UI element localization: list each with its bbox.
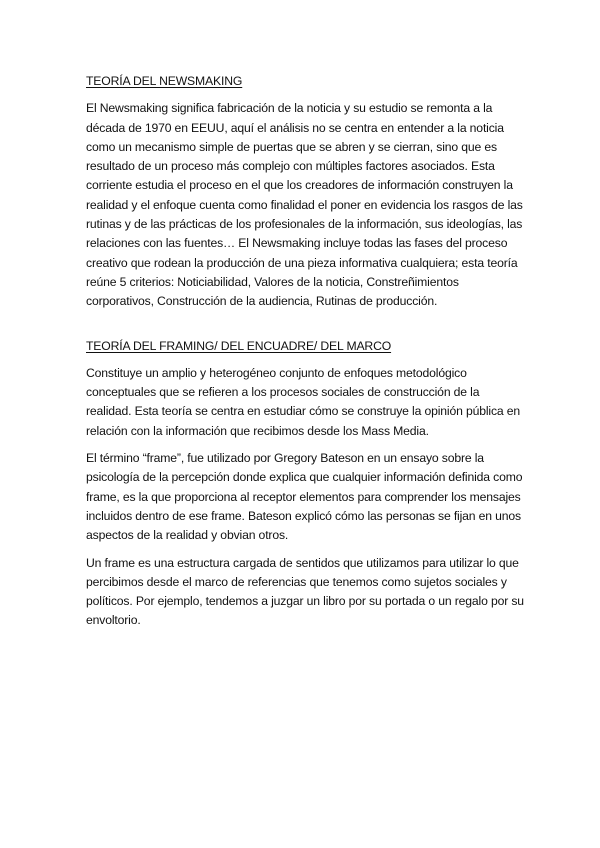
framing-paragraph-2: El término “frame”, fue utilizado por Gregory Bateson en un ensayo sobre la psicología de la percepción donde explica que cualquier información definida como frame, es la que proporciona al receptor elementos para comprender los mensajes incluidos dentro de ese frame. Bateson explicó cómo las personas se fijan en unos aspectos de la realidad y obvian otros. [86,451,523,543]
section-heading-framing: TEORÍA DEL FRAMING/ DEL ENCUADRE/ DEL MARCO [86,338,392,353]
newsmaking-paragraph: El Newsmaking significa fabricación de la noticia y su estudio se remonta a la década de 1970 en EEUU, aquí el análisis no se centra en entender a la noticia como un mecanismo simple de puertas que se abren y se cierran, sino que es resultado de un proceso más complejo con múltiples factores asociados. Esta corriente estudia el proceso en el que los creadores de información construyen la realidad y el enfoque cuenta como finalidad el poner en evidencia los rasgos de las rutinas y de las prácticas de los profesionales de la información, sus ideologías, las relaciones con las fuentes… El Newsmaking incluye todas las fases del proceso creativo que rodean la producción de una pieza informativa cualquiera; esta teoría reúne 5 criterios: Noticiabilidad, Valores de la noticia, Constreñimientos corporativos, Construcción de la audiencia, Rutinas de producción. [86,101,523,309]
section-heading-newsmaking: TEORÍA DEL NEWSMAKING [86,74,243,88]
framing-paragraph-3: Un frame es una estructura cargada de sentidos que utilizamos para utilizar lo que percibimos desde el marco de referencias que tenemos como sujetos sociales y políticos. Por ejemplo, tendemos a juzgar un libro por su portada o un regalo por su envoltorio. [86,555,524,628]
section-spacer [86,320,526,337]
framing-paragraph-1: Constituye un amplio y heterogéneo conjunto de enfoques metodológico conceptuales que se refieren a los procesos sociales de construcción de la realidad. Esta teoría se centra en estudiar cómo se construye la opinión pública en relación con la información que recibimos desde los Mass Media. [86,365,521,438]
document-body [86,72,526,639]
